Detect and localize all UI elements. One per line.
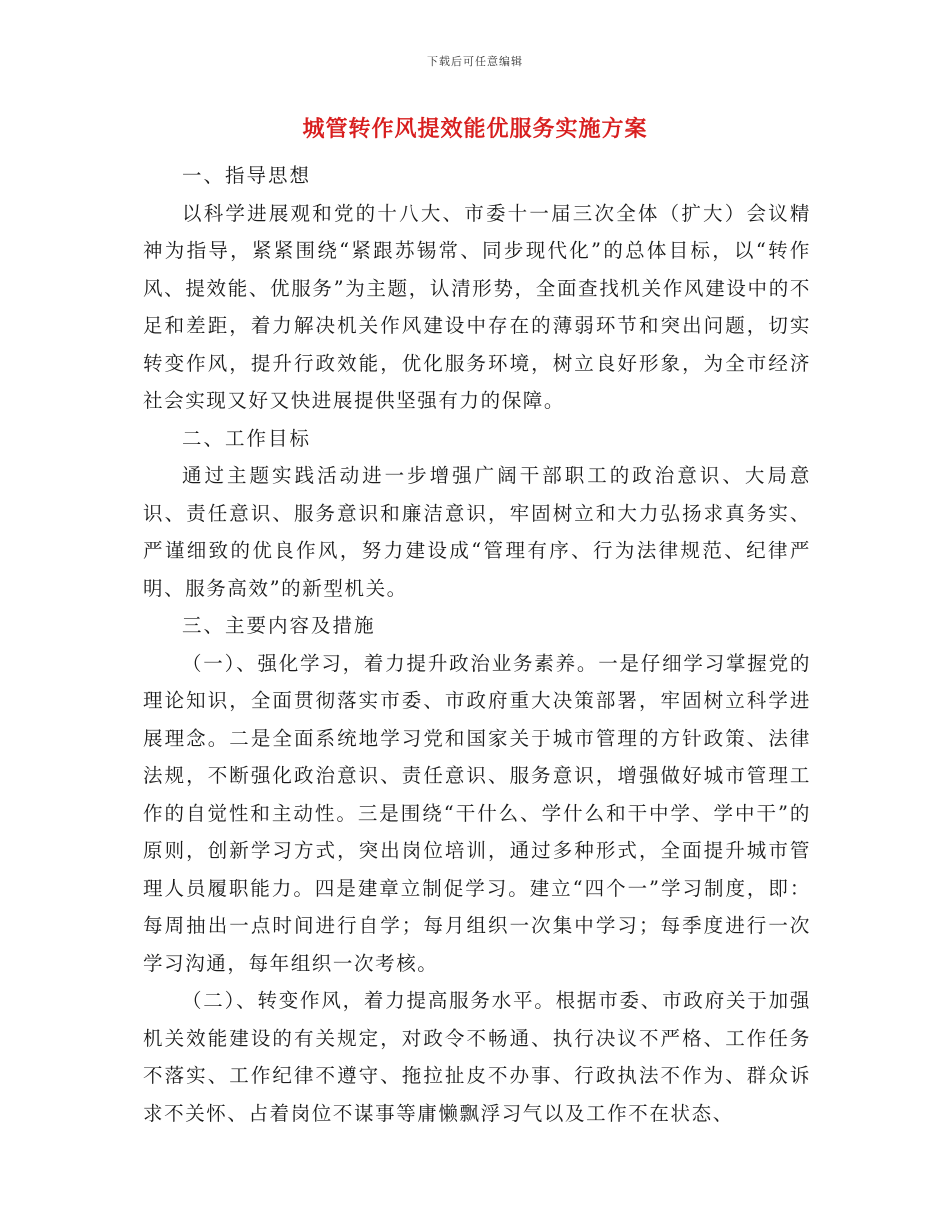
section-heading-guiding-ideology: 一、指导思想 bbox=[182, 164, 312, 187]
paragraph-change-style: （二）、转变作风，着力提高服务水平。根据市委、市政府关于加强机关效能建设的有关规定，对政令不畅通、执行决议不严格、工作任务不落实、工作纪律不遵守、拖拉扯皮不办事、行政执法不作为、群众诉求不关怀、占着岗位不谋事等庸懒飘浮习气以及工作不在状态、 bbox=[143, 989, 811, 1125]
paragraph-strengthen-learning: （一）、强化学习，着力提升政治业务素养。一是仔细学习掌握党的理论知识，全面贯彻落实市委、市政府重大决策部署，牢固树立科学进展理念。二是全面系统地学习党和国家关于城市管理的方针政策、法律法规，不断强化政治意识、责任意识、服务意识，增强做好城市管理工作的自觉性和主动性。三是围绕“干什么、学什么和干中学、学中干”的原则，创新学习方式，突出岗位培训，通过多种形式，全面提升城市管理人员履职能力。四是建章立制促学习。建立“四个一”学习制度，即：每周抽出一点时间进行自学；每月组织一次集中学习；每季度进行一次学习沟通，每年组织一次考核。 bbox=[143, 651, 811, 975]
document-body bbox=[143, 157, 811, 1132]
header-note: 下载后可任意编辑 bbox=[427, 55, 523, 68]
section-heading-main-content: 三、主要内容及措施 bbox=[182, 614, 376, 637]
paragraph-work-goals: 通过主题实践活动进一步增强广阔干部职工的政治意识、大局意识、责任意识、服务意识和廉洁意识，牢固树立和大力弘扬求真务实、严谨细致的优良作风，努力建设成“管理有序、行为法律规范、纪律严明、服务高效”的新型机关。 bbox=[143, 464, 811, 600]
section-heading-work-goals: 二、工作目标 bbox=[182, 426, 312, 450]
paragraph-guiding-ideology: 以科学进展观和党的十八大、市委十一届三次全体（扩大）会议精神为指导，紧紧围绕“紧跟苏锡常、同步现代化”的总体目标，以“转作风、提效能、优服务”为主题，认清形势，全面查找机关作风建设中的不足和差距，着力解决机关作风建设中存在的薄弱环节和突出问题，切实转变作风，提升行政效能，优化服务环境，树立良好形象，为全市经济社会实现又好又快进展提供坚强有力的保障。 bbox=[143, 201, 811, 412]
document-title: 城管转作风提效能优服务实施方案 bbox=[302, 117, 648, 142]
